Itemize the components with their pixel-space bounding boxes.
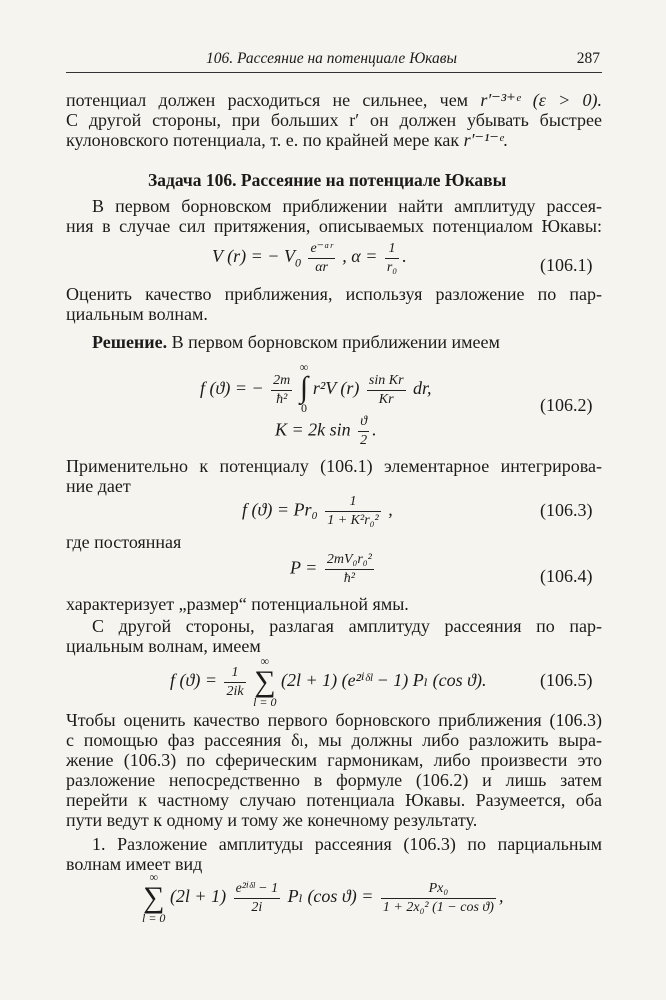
problem-line-3: Оценить качество приближения, используя разложение по пар-: [66, 284, 602, 304]
problem-heading: Задача 106. Рассеяние на потенциале Юкавы: [148, 170, 507, 190]
fraction: $\frac{2m}{\text{ħ²}}$: [273, 372, 291, 407]
equation-106-2-K: K = 2k sin $\frac{ϑ}{2}$ .: [275, 414, 377, 448]
solution-label: Решение.: [92, 332, 168, 352]
problem-line-1: В первом борновском приближении найти амплитуду рассея-: [92, 196, 602, 216]
intro-line-2: С другой стороны, при больших r′ он должен убывать быстрее: [66, 110, 602, 130]
fraction: $\frac{ϑ}{2}$: [360, 414, 368, 448]
equation-number-106-1: (106.1): [540, 255, 593, 275]
page-number: 287: [576, 50, 600, 67]
sum-sign: ∞ ∑ l = 0: [142, 870, 166, 925]
equation-number-106-3: (106.3): [540, 500, 593, 520]
solution-line-1: Решение. В первом борновском приближении имеем: [92, 332, 500, 352]
running-title: 106. Рассеяние на потенциале Юкавы: [206, 50, 458, 67]
equation-partial-wave-expansion: ∞ ∑ l = 0 (2l + 1) $\frac{\text{e²ⁱᵟˡ − 1}}{2i}$ Pₗ (cos ϑ) = $\frac{\text{Px₀}}{\text{1 + 2x₀² (1 − cos ϑ)}}$ ,: [142, 870, 504, 925]
header-rule: [66, 72, 602, 73]
solution-line-7: циальным волнам, имеем: [66, 636, 261, 656]
solution-line-2: Применительно к потенциалу (106.1) элементарное интегрирова-: [66, 456, 602, 476]
fraction: $\frac{\text{Px₀}}{\text{1 + 2x₀² (1 − cos ϑ)}}$: [382, 880, 494, 915]
equation-106-1: V (r) = − $V_0$ $\frac{\text{e⁻ᵅʳ}}{\alpha r}$ , α = $\frac{1}{\text{r₀}}$ .: [212, 240, 407, 275]
integral-sign: ∞ ∫ 0: [299, 360, 309, 415]
fraction: $\frac{\text{e²ⁱᵟˡ − 1}}{2i}$: [235, 881, 279, 915]
equation-106-3: f (ϑ) = Pr₀ $\frac{1}{\text{1 + K²r₀²}}$ ,: [242, 494, 393, 528]
solution-line-4: где постоянная: [66, 532, 182, 552]
fraction: $\frac{\text{2mV₀r₀²}}{\text{ħ²}}$: [326, 552, 372, 586]
equation-106-2-amplitude: f (ϑ) = − $\frac{2m}{\text{ħ²}}$ ∞ ∫ 0 r²V (r) $\frac{\text{sin Kr}}{Kr}$ dr,: [200, 360, 432, 415]
intro-line-1: потенциал должен расходиться не сильнее, чем r′⁻³⁺ᵉ (ε > 0).: [66, 90, 602, 110]
problem-line-2: ния в случае сил притяжения, описываемых потенциалом Юкавы:: [66, 216, 602, 236]
intro-line-3: кулоновского потенциала, т. е. по крайней мере как r′⁻¹⁻ᵉ.: [66, 130, 509, 150]
fraction: $\frac{1}{2ik}$: [226, 664, 244, 699]
problem-line-4: циальным волнам.: [66, 304, 208, 324]
fraction: $\frac{\text{e⁻ᵅʳ}}{\alpha r}$: [310, 241, 333, 275]
solution-line-6: С другой стороны, разлагая амплитуду рассеяния по пар-: [92, 616, 602, 636]
fraction: $\frac{\text{sin Kr}}{Kr}$: [368, 372, 404, 407]
fraction: $\frac{1}{\text{r₀}}$: [386, 240, 398, 275]
fraction: $\frac{1}{\text{1 + K²r₀²}}$: [327, 494, 379, 528]
equation-number-106-2: (106.2): [540, 395, 593, 415]
page-header: [66, 50, 602, 74]
sum-sign: ∞ ∑ l = 0: [253, 654, 277, 709]
solution-line-3: ние дает: [66, 476, 131, 496]
equation-106-5: f (ϑ) = $\frac{1}{2ik}$ ∞ ∑ l = 0 (2l + 1) (e²ⁱᵟˡ − 1) Pₗ (cos ϑ).: [170, 654, 487, 709]
equation-number-106-4: (106.4): [540, 566, 593, 586]
solution-line-5: характеризует „размер“ потенциальной ямы.: [66, 594, 409, 614]
equation-number-106-5: (106.5): [540, 670, 593, 690]
equation-106-4: P = $\frac{\text{2mV₀r₀²}}{\text{ħ²}}$: [290, 552, 372, 586]
